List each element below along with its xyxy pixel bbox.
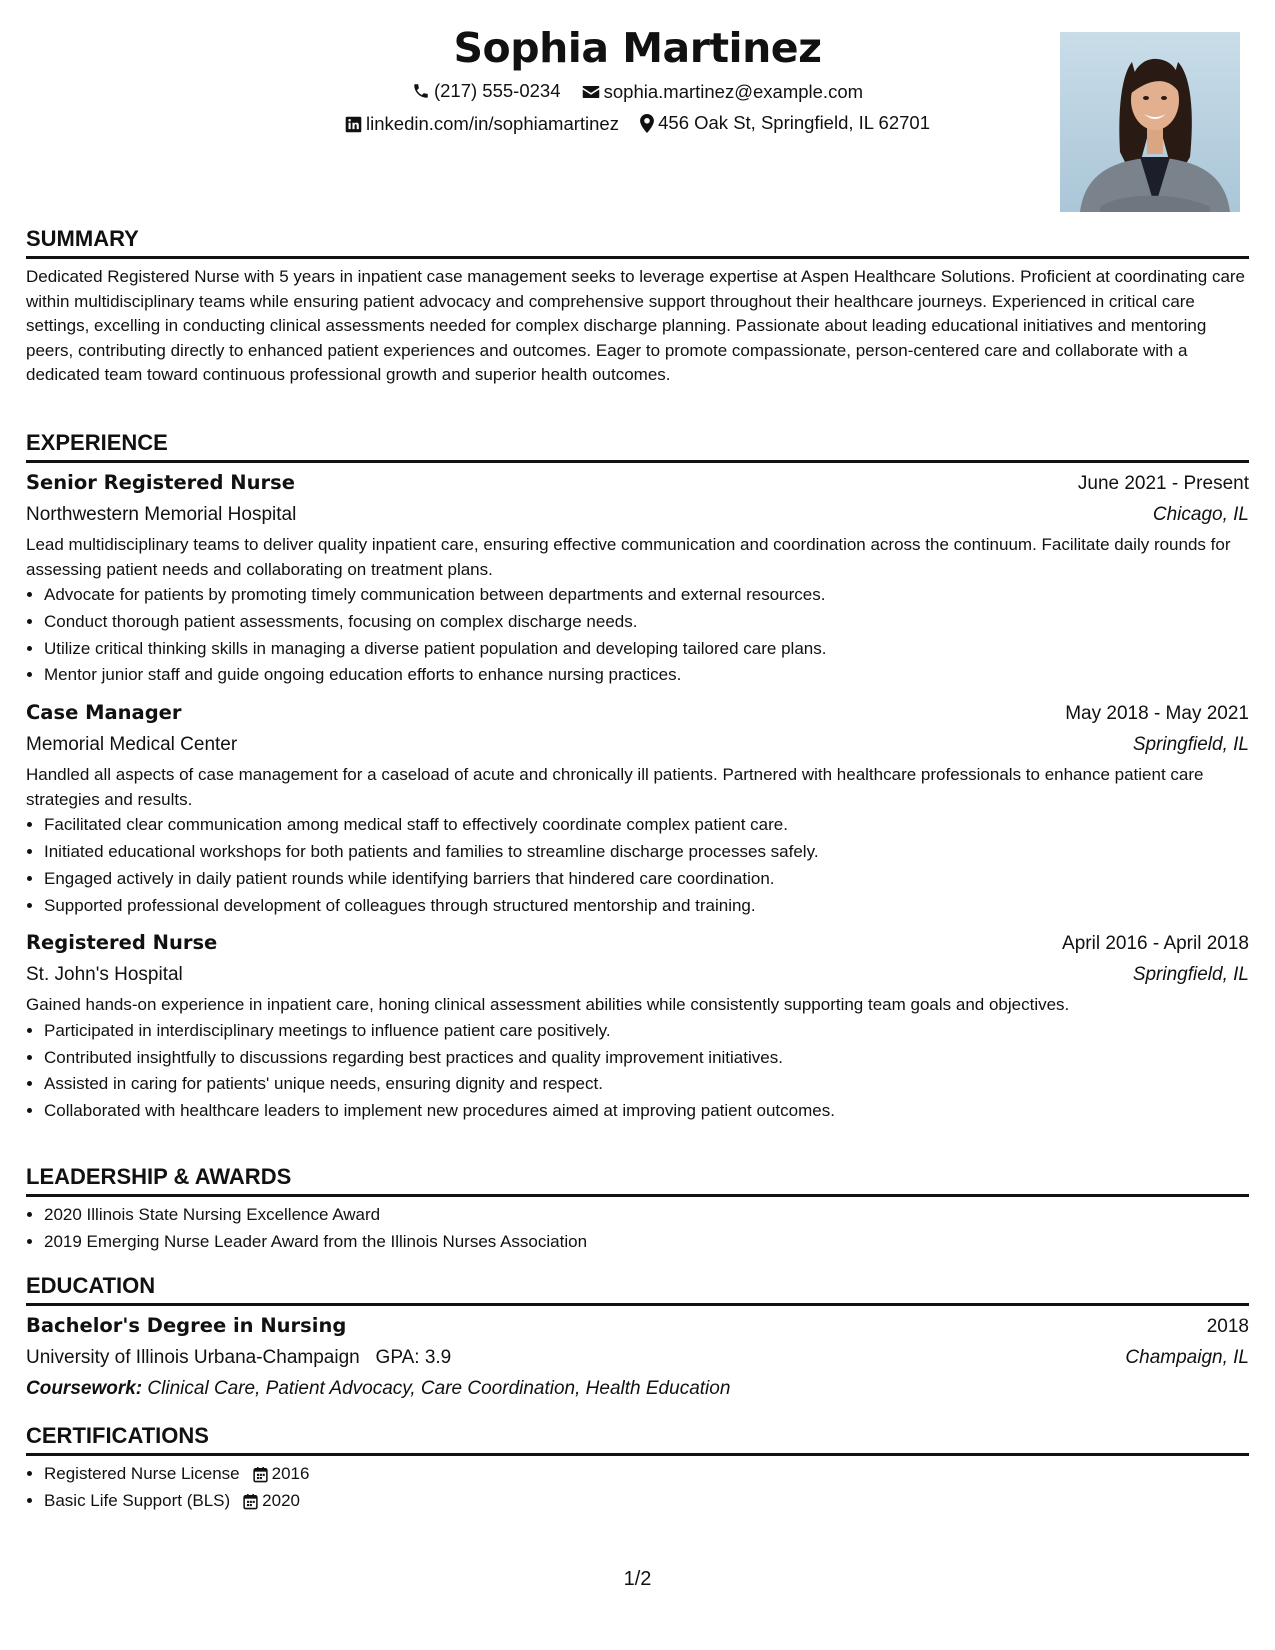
envelope-icon (582, 84, 600, 100)
job-bullet: • Engaged actively in daily patient rounds while identifying barriers that hindered care coordination. (44, 866, 1249, 893)
job-bullet-list (26, 812, 1249, 919)
job-entry (26, 697, 1249, 919)
job-bullet: • Utilize critical thinking skills in managing a diverse patient population and developing tailored care plans. (44, 636, 1249, 663)
job-description: Handled all aspects of case management for a caseload of acute and chronically ill patients. Partnered with healthcare professionals to enhance patient care strategies and results. (26, 765, 1204, 809)
awards-section (26, 1164, 1249, 1256)
email-contact[interactable] (582, 79, 863, 105)
job-bullet: • Collaborated with healthcare leaders to implement new procedures aimed at improving patient outcomes. (44, 1098, 1249, 1125)
school-line (26, 1342, 451, 1373)
award-item: • 2019 Emerging Nurse Leader Award from the Illinois Nurses Association (44, 1229, 1249, 1256)
job-title: Case Manager (26, 701, 182, 725)
profile-photo (1060, 32, 1240, 212)
job-entry (26, 467, 1249, 689)
gpa: GPA: 3.9 (375, 1347, 452, 1368)
job-bullet-list (26, 1018, 1249, 1125)
education-heading: EDUCATION (26, 1273, 1249, 1306)
job-bullet: • Conduct thorough patient assessments, focusing on complex discharge needs. (44, 609, 1249, 636)
address-text: 456 Oak St, Springfield, IL 62701 (658, 112, 930, 133)
job-location: Springfield, IL (1132, 734, 1249, 756)
job-title: Senior Registered Nurse (26, 471, 295, 494)
job-location: Chicago, IL (1152, 504, 1249, 525)
school-location: Champaign, IL (1125, 1347, 1249, 1368)
experience-heading: EXPERIENCE (26, 430, 1249, 463)
certification-item (44, 1461, 1249, 1488)
awards-heading: LEADERSHIP & AWARDS (26, 1164, 1249, 1197)
summary-section (26, 226, 1249, 388)
resume-header (0, 22, 1275, 232)
certification-item (44, 1488, 1249, 1515)
phone-icon (412, 82, 430, 100)
certifications-heading: CERTIFICATIONS (26, 1423, 1249, 1456)
job-bullet: • Participated in interdisciplinary meetings to influence patient care positively. (44, 1018, 1249, 1045)
page-number: 1/2 (623, 1568, 652, 1590)
job-bullet: • Facilitated clear communication among medical staff to effectively coordinate complex patient care. (44, 812, 1249, 839)
job-dates: June 2021 - Present (1077, 473, 1249, 494)
award-item: • 2020 Illinois State Nursing Excellence Award (44, 1202, 1249, 1229)
calendar-icon (242, 1493, 259, 1510)
certification-year: 2020 (262, 1490, 300, 1510)
summary-text: Dedicated Registered Nurse with 5 years in inpatient case management seeks to leverage expertise at Aspen Healthcare Solutions. Proficient at coordinating care within multidisciplinary teams while ensuring patient advocacy and comprehensive support throughout their healthcare journeys. Experienced in critical care settings, excelling in conducting clinical assessments needed for complex discharge planning. Passionate about leading educational initiatives and mentoring peers, contributing directly to enhanced patient experiences and outcomes. Eager to promote compassionate, person-centered care and collaborate with a dedicated team toward continuous professional growth and superior health outcomes. (26, 267, 1246, 384)
job-bullet: • Supported professional development of colleagues through structured mentorship and training. (44, 893, 1249, 920)
certifications-list (26, 1461, 1249, 1515)
graduation-year: 2018 (1206, 1316, 1249, 1337)
phone-contact (412, 78, 561, 104)
address-contact (640, 110, 930, 136)
job-bullet: • Contributed insightfully to discussions regarding best practices and quality improvement initiatives. (44, 1045, 1249, 1072)
job-title: Registered Nurse (26, 931, 218, 955)
candidate-name: Sophia Martinez (453, 24, 822, 72)
job-bullet: • Advocate for patients by promoting timely communication between departments and external resources. (44, 582, 1249, 609)
summary-heading: SUMMARY (26, 226, 1249, 259)
coursework-line (26, 1373, 1249, 1404)
linkedin-text: linkedin.com/in/sophiamartinez (366, 113, 619, 134)
job-entry (26, 927, 1249, 1125)
linkedin-contact[interactable] (345, 111, 619, 137)
job-employer: St. John's Hospital (26, 964, 183, 986)
job-bullet-list (26, 582, 1249, 689)
certification-name: • Basic Life Support (BLS) (44, 1490, 231, 1510)
map-pin-icon (640, 114, 654, 133)
job-location: Springfield, IL (1132, 964, 1249, 986)
phone-text: (217) 555-0234 (433, 80, 561, 101)
certifications-section (26, 1423, 1249, 1515)
job-dates: May 2018 - May 2021 (1065, 703, 1249, 725)
school-name: University of Illinois Urbana-Champaign (26, 1347, 360, 1368)
job-description: Lead multidisciplinary teams to deliver quality inpatient care, ensuring effective communication and coordination across the continuum. Facilitate daily rounds for assessing patient needs and collaborating on treatment plans. (26, 535, 1231, 579)
email-text: sophia.martinez@example.com (603, 81, 864, 102)
job-employer: Northwestern Memorial Hospital (26, 504, 297, 525)
job-description: Gained hands-on experience in inpatient care, honing clinical assessment abilities while consistently supporting team goals and objectives. (26, 995, 1070, 1015)
experience-section (26, 430, 1249, 1125)
calendar-icon (252, 1466, 269, 1483)
job-bullet: • Initiated educational workshops for both patients and families to streamline discharge processes safely. (44, 839, 1249, 866)
coursework-text: Clinical Care, Patient Advocacy, Care Coordination, Health Education (147, 1378, 731, 1399)
awards-list (26, 1202, 1249, 1256)
linkedin-icon (345, 116, 362, 133)
job-dates: April 2016 - April 2018 (1062, 933, 1249, 955)
coursework-label: Coursework: (26, 1378, 143, 1399)
education-section (26, 1273, 1249, 1404)
certification-name: • Registered Nurse License (44, 1464, 240, 1483)
degree-name: Bachelor's Degree in Nursing (26, 1314, 347, 1337)
certification-year: 2016 (271, 1464, 310, 1483)
job-bullet: • Mentor junior staff and guide ongoing education efforts to enhance nursing practices. (44, 662, 1249, 689)
job-employer: Memorial Medical Center (26, 734, 238, 756)
job-bullet: • Assisted in caring for patients' unique needs, ensuring dignity and respect. (44, 1071, 1249, 1098)
